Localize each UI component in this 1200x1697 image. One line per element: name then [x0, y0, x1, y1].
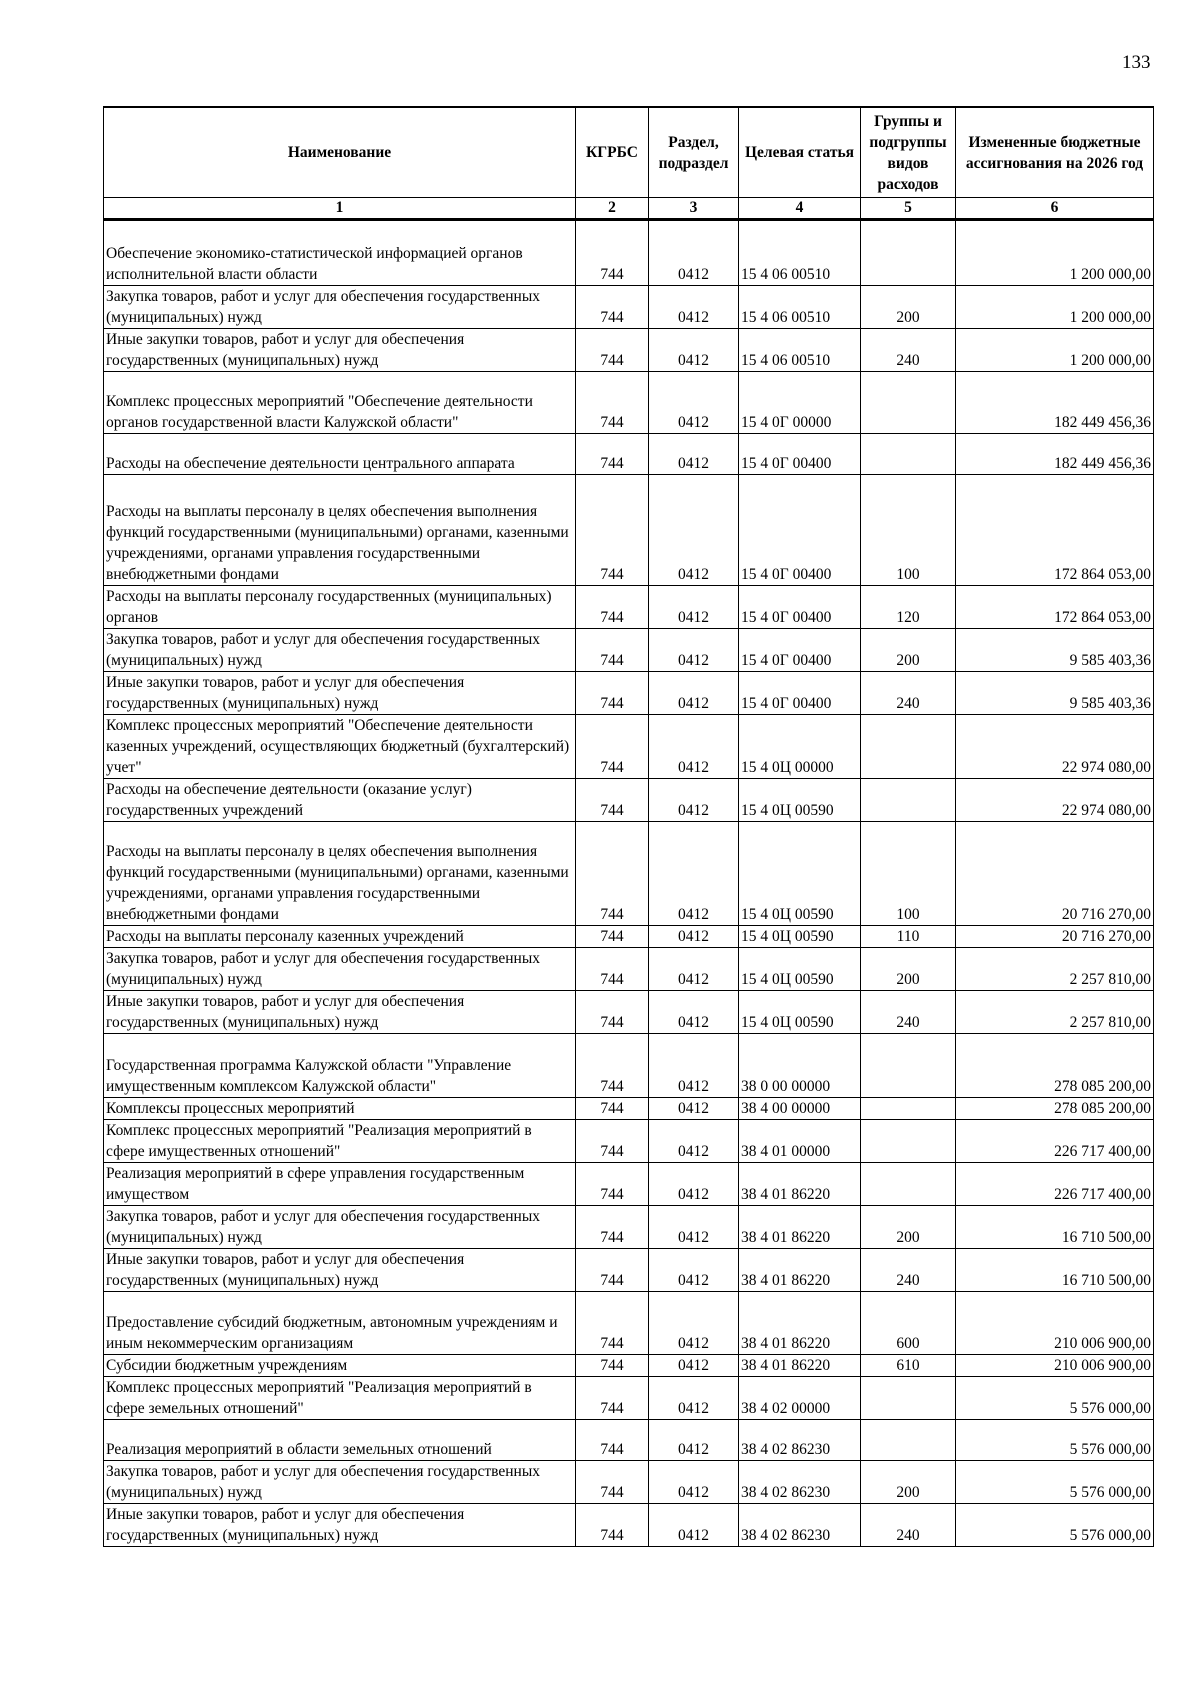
- row-statya: 38 4 01 86220: [739, 1355, 861, 1377]
- column-number-row: [104, 198, 1154, 220]
- row-name: Закупка товаров, работ и услуг для обеспечения государственных (муниципальных) нужд: [104, 629, 576, 672]
- row-razdel: 0412: [649, 926, 739, 948]
- row-amount: 182 449 456,36: [956, 434, 1154, 475]
- row-amount: 5 576 000,00: [956, 1377, 1154, 1420]
- row-name: Комплексы процессных мероприятий: [104, 1098, 576, 1120]
- row-vid: [861, 1034, 956, 1098]
- column-number: 4: [739, 198, 861, 220]
- table-row: [104, 926, 1154, 948]
- row-razdel: 0412: [649, 1034, 739, 1098]
- row-razdel: 0412: [649, 329, 739, 372]
- row-kgrbs: 744: [576, 286, 649, 329]
- row-statya: 38 4 01 00000: [739, 1120, 861, 1163]
- row-vid: 100: [861, 822, 956, 926]
- row-name: Расходы на выплаты персоналу в целях обеспечения выполнения функций государственными (муниципальными) органами, казенными учреждениями, органами управления государственными внебюджетными фондами: [104, 822, 576, 926]
- row-amount: 20 716 270,00: [956, 822, 1154, 926]
- row-name: Предоставление субсидий бюджетным, автономным учреждениям и иным некоммерческим организациям: [104, 1292, 576, 1355]
- table-row: [104, 1206, 1154, 1249]
- row-vid: 200: [861, 1206, 956, 1249]
- row-razdel: 0412: [649, 1504, 739, 1547]
- row-statya: 15 4 06 00510: [739, 286, 861, 329]
- row-vid: 200: [861, 629, 956, 672]
- row-amount: 5 576 000,00: [956, 1504, 1154, 1547]
- budget-table: [103, 106, 1154, 1547]
- row-statya: 38 0 00 00000: [739, 1034, 861, 1098]
- row-kgrbs: 744: [576, 1420, 649, 1461]
- row-kgrbs: 744: [576, 1163, 649, 1206]
- row-kgrbs: 744: [576, 220, 649, 286]
- row-statya: 15 4 06 00510: [739, 220, 861, 286]
- row-kgrbs: 744: [576, 822, 649, 926]
- row-amount: 210 006 900,00: [956, 1292, 1154, 1355]
- row-amount: 226 717 400,00: [956, 1163, 1154, 1206]
- row-vid: 610: [861, 1355, 956, 1377]
- row-name: Закупка товаров, работ и услуг для обеспечения государственных (муниципальных) нужд: [104, 948, 576, 991]
- table-body: [104, 220, 1154, 1547]
- row-vid: [861, 434, 956, 475]
- row-statya: 15 4 0Ц 00590: [739, 991, 861, 1034]
- row-name: Обеспечение экономико-статистической информацией органов исполнительной власти области: [104, 220, 576, 286]
- row-amount: 278 085 200,00: [956, 1098, 1154, 1120]
- row-vid: 200: [861, 286, 956, 329]
- row-amount: 182 449 456,36: [956, 372, 1154, 434]
- column-header-statya: Целевая статья: [739, 107, 861, 198]
- row-name: Комплекс процессных мероприятий "Реализация мероприятий в сфере имущественных отношений": [104, 1120, 576, 1163]
- row-kgrbs: 744: [576, 1249, 649, 1292]
- table-row: [104, 1034, 1154, 1098]
- row-kgrbs: 744: [576, 948, 649, 991]
- row-statya: 15 4 0Г 00000: [739, 372, 861, 434]
- page-number: 133: [1122, 52, 1151, 73]
- table-row: [104, 586, 1154, 629]
- row-name: Комплекс процессных мероприятий "Реализация мероприятий в сфере земельных отношений": [104, 1377, 576, 1420]
- row-kgrbs: 744: [576, 715, 649, 779]
- row-amount: 16 710 500,00: [956, 1206, 1154, 1249]
- row-razdel: 0412: [649, 715, 739, 779]
- row-amount: 5 576 000,00: [956, 1461, 1154, 1504]
- row-vid: 100: [861, 475, 956, 586]
- row-amount: 210 006 900,00: [956, 1355, 1154, 1377]
- table-row: [104, 1504, 1154, 1547]
- row-kgrbs: 744: [576, 1120, 649, 1163]
- row-statya: 38 4 02 86230: [739, 1461, 861, 1504]
- column-number: 6: [956, 198, 1154, 220]
- row-vid: 240: [861, 672, 956, 715]
- row-kgrbs: 744: [576, 372, 649, 434]
- row-razdel: 0412: [649, 372, 739, 434]
- table-row: [104, 1098, 1154, 1120]
- row-name: Закупка товаров, работ и услуг для обеспечения государственных (муниципальных) нужд: [104, 286, 576, 329]
- row-vid: 110: [861, 926, 956, 948]
- table-row: [104, 1163, 1154, 1206]
- row-name: Закупка товаров, работ и услуг для обеспечения государственных (муниципальных) нужд: [104, 1206, 576, 1249]
- table-row: [104, 1420, 1154, 1461]
- row-kgrbs: 744: [576, 1355, 649, 1377]
- row-vid: 600: [861, 1292, 956, 1355]
- row-amount: 16 710 500,00: [956, 1249, 1154, 1292]
- column-header-name: Наименование: [104, 107, 576, 198]
- row-vid: 200: [861, 948, 956, 991]
- row-name: Расходы на выплаты персоналу государственных (муниципальных) органов: [104, 586, 576, 629]
- row-statya: 15 4 0Ц 00590: [739, 779, 861, 822]
- column-number: 3: [649, 198, 739, 220]
- row-razdel: 0412: [649, 672, 739, 715]
- row-razdel: 0412: [649, 1163, 739, 1206]
- row-vid: [861, 220, 956, 286]
- row-amount: 172 864 053,00: [956, 586, 1154, 629]
- row-statya: 15 4 0Г 00400: [739, 672, 861, 715]
- row-vid: 240: [861, 329, 956, 372]
- row-statya: 15 4 0Г 00400: [739, 475, 861, 586]
- table-row: [104, 329, 1154, 372]
- row-name: Иные закупки товаров, работ и услуг для обеспечения государственных (муниципальных) нужд: [104, 1504, 576, 1547]
- row-name: Расходы на выплаты персоналу в целях обеспечения выполнения функций государственными (муниципальными) органами, казенными учреждениями, органами управления государственными внебюджетными фондами: [104, 475, 576, 586]
- column-number: 5: [861, 198, 956, 220]
- row-statya: 15 4 0Г 00400: [739, 586, 861, 629]
- table-row: [104, 434, 1154, 475]
- column-number: 2: [576, 198, 649, 220]
- row-razdel: 0412: [649, 586, 739, 629]
- row-razdel: 0412: [649, 629, 739, 672]
- table-row: [104, 220, 1154, 286]
- row-kgrbs: 744: [576, 1377, 649, 1420]
- row-kgrbs: 744: [576, 475, 649, 586]
- row-razdel: 0412: [649, 822, 739, 926]
- row-razdel: 0412: [649, 1098, 739, 1120]
- row-razdel: 0412: [649, 1249, 739, 1292]
- row-statya: 15 4 0Ц 00000: [739, 715, 861, 779]
- row-statya: 15 4 0Ц 00590: [739, 926, 861, 948]
- table-row: [104, 372, 1154, 434]
- row-amount: 9 585 403,36: [956, 672, 1154, 715]
- row-statya: 38 4 01 86220: [739, 1292, 861, 1355]
- table-row: [104, 1355, 1154, 1377]
- row-razdel: 0412: [649, 1355, 739, 1377]
- row-name: Закупка товаров, работ и услуг для обеспечения государственных (муниципальных) нужд: [104, 1461, 576, 1504]
- table-row: [104, 991, 1154, 1034]
- row-kgrbs: 744: [576, 629, 649, 672]
- row-kgrbs: 744: [576, 1206, 649, 1249]
- row-vid: 240: [861, 1249, 956, 1292]
- row-vid: 200: [861, 1461, 956, 1504]
- row-name: Расходы на выплаты персоналу казенных учреждений: [104, 926, 576, 948]
- row-kgrbs: 744: [576, 1461, 649, 1504]
- row-kgrbs: 744: [576, 991, 649, 1034]
- row-razdel: 0412: [649, 1420, 739, 1461]
- table-row: [104, 672, 1154, 715]
- row-razdel: 0412: [649, 991, 739, 1034]
- row-razdel: 0412: [649, 1292, 739, 1355]
- row-amount: 9 585 403,36: [956, 629, 1154, 672]
- row-vid: [861, 1120, 956, 1163]
- row-name: Расходы на обеспечение деятельности (оказание услуг) государственных учреждений: [104, 779, 576, 822]
- header-row: [104, 107, 1154, 198]
- row-vid: [861, 1163, 956, 1206]
- row-statya: 38 4 02 86230: [739, 1504, 861, 1547]
- row-amount: 2 257 810,00: [956, 948, 1154, 991]
- row-amount: 1 200 000,00: [956, 286, 1154, 329]
- row-vid: 120: [861, 586, 956, 629]
- row-kgrbs: 744: [576, 329, 649, 372]
- row-amount: 172 864 053,00: [956, 475, 1154, 586]
- row-razdel: 0412: [649, 1461, 739, 1504]
- column-header-kgrbs: КГРБС: [576, 107, 649, 198]
- row-razdel: 0412: [649, 779, 739, 822]
- row-razdel: 0412: [649, 286, 739, 329]
- column-number: 1: [104, 198, 576, 220]
- row-vid: [861, 372, 956, 434]
- row-amount: 278 085 200,00: [956, 1034, 1154, 1098]
- row-kgrbs: 744: [576, 1034, 649, 1098]
- table-row: [104, 1461, 1154, 1504]
- row-razdel: 0412: [649, 1206, 739, 1249]
- row-kgrbs: 744: [576, 1292, 649, 1355]
- row-vid: [861, 779, 956, 822]
- row-statya: 15 4 06 00510: [739, 329, 861, 372]
- row-statya: 15 4 0Ц 00590: [739, 948, 861, 991]
- row-amount: 1 200 000,00: [956, 220, 1154, 286]
- row-statya: 38 4 01 86220: [739, 1249, 861, 1292]
- table-row: [104, 948, 1154, 991]
- row-statya: 38 4 01 86220: [739, 1206, 861, 1249]
- row-razdel: 0412: [649, 1120, 739, 1163]
- table-row: [104, 475, 1154, 586]
- row-amount: 2 257 810,00: [956, 991, 1154, 1034]
- row-name: Комплекс процессных мероприятий "Обеспечение деятельности казенных учреждений, осуществляющих бюджетный (бухгалтерский) учет": [104, 715, 576, 779]
- row-name: Реализация мероприятий в сфере управления государственным имуществом: [104, 1163, 576, 1206]
- row-vid: [861, 1377, 956, 1420]
- row-vid: [861, 1098, 956, 1120]
- row-razdel: 0412: [649, 434, 739, 475]
- row-vid: [861, 1420, 956, 1461]
- row-name: Реализация мероприятий в области земельных отношений: [104, 1420, 576, 1461]
- table-row: [104, 286, 1154, 329]
- row-statya: 38 4 02 00000: [739, 1377, 861, 1420]
- row-amount: 226 717 400,00: [956, 1120, 1154, 1163]
- row-name: Иные закупки товаров, работ и услуг для обеспечения государственных (муниципальных) нужд: [104, 991, 576, 1034]
- row-amount: 1 200 000,00: [956, 329, 1154, 372]
- row-vid: [861, 715, 956, 779]
- table-row: [104, 1120, 1154, 1163]
- row-kgrbs: 744: [576, 926, 649, 948]
- row-kgrbs: 744: [576, 1504, 649, 1547]
- row-razdel: 0412: [649, 475, 739, 586]
- row-kgrbs: 744: [576, 434, 649, 475]
- row-statya: 38 4 00 00000: [739, 1098, 861, 1120]
- row-statya: 15 4 0Ц 00590: [739, 822, 861, 926]
- column-header-vid: Группы и подгруппы видов расходов: [861, 107, 956, 198]
- row-amount: 20 716 270,00: [956, 926, 1154, 948]
- row-statya: 38 4 01 86220: [739, 1163, 861, 1206]
- table-row: [104, 715, 1154, 779]
- row-name: Расходы на обеспечение деятельности центрального аппарата: [104, 434, 576, 475]
- row-razdel: 0412: [649, 220, 739, 286]
- table-row: [104, 629, 1154, 672]
- row-name: Субсидии бюджетным учреждениям: [104, 1355, 576, 1377]
- row-name: Иные закупки товаров, работ и услуг для обеспечения государственных (муниципальных) нужд: [104, 1249, 576, 1292]
- column-header-razdel: Раздел, подраздел: [649, 107, 739, 198]
- row-kgrbs: 744: [576, 1098, 649, 1120]
- row-statya: 15 4 0Г 00400: [739, 629, 861, 672]
- column-header-amount: Измененные бюджетные ассигнования на 2026 год: [956, 107, 1154, 198]
- row-name: Иные закупки товаров, работ и услуг для обеспечения государственных (муниципальных) нужд: [104, 329, 576, 372]
- table-row: [104, 1292, 1154, 1355]
- row-amount: 22 974 080,00: [956, 715, 1154, 779]
- row-kgrbs: 744: [576, 779, 649, 822]
- row-name: Комплекс процессных мероприятий "Обеспечение деятельности органов государственной власти Калужской области": [104, 372, 576, 434]
- table-row: [104, 822, 1154, 926]
- table-row: [104, 1249, 1154, 1292]
- row-vid: 240: [861, 1504, 956, 1547]
- row-statya: 38 4 02 86230: [739, 1420, 861, 1461]
- row-vid: 240: [861, 991, 956, 1034]
- table-row: [104, 1377, 1154, 1420]
- table-row: [104, 779, 1154, 822]
- row-statya: 15 4 0Г 00400: [739, 434, 861, 475]
- row-name: Иные закупки товаров, работ и услуг для обеспечения государственных (муниципальных) нужд: [104, 672, 576, 715]
- row-name: Государственная программа Калужской области "Управление имущественным комплексом Калужской области": [104, 1034, 576, 1098]
- row-kgrbs: 744: [576, 672, 649, 715]
- row-razdel: 0412: [649, 1377, 739, 1420]
- row-kgrbs: 744: [576, 586, 649, 629]
- row-razdel: 0412: [649, 948, 739, 991]
- row-amount: 22 974 080,00: [956, 779, 1154, 822]
- row-amount: 5 576 000,00: [956, 1420, 1154, 1461]
